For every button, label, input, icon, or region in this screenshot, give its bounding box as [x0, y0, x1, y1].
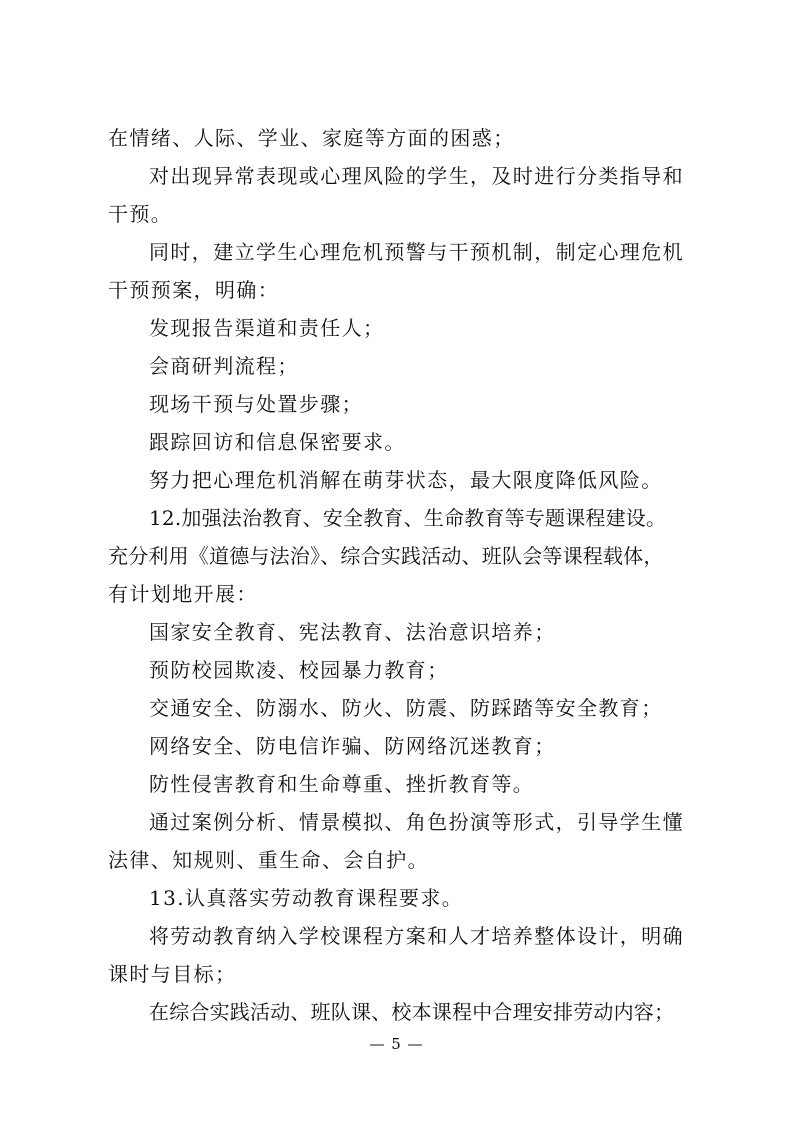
text-line: 干预。 — [108, 202, 173, 226]
text-line: 在情绪、人际、学业、家庭等方面的困惑； — [108, 126, 515, 150]
text-line: 国家安全教育、宪法教育、法治意识培养； — [149, 620, 556, 644]
text-line: 有计划地开展： — [108, 582, 258, 606]
text-line: 防性侵害教育和生命尊重、挫折教育等。 — [149, 772, 535, 796]
text-line: 现场干预与处置步骤； — [149, 392, 363, 416]
page-number: — 5 — — [369, 1035, 424, 1053]
text-line: 发现报告渠道和责任人； — [149, 316, 385, 340]
text-line: 网络安全、防电信诈骗、防网络沉迷教育； — [149, 734, 556, 758]
section-heading: 13.认真落实劳动教育课程要求。 — [149, 886, 464, 910]
text-line: 跟踪回访和信息保密要求。 — [149, 430, 406, 454]
text-line: 干预预案，明确： — [108, 278, 280, 302]
text-line: 对出现异常表现或心理风险的学生，及时进行分类指导和 — [149, 164, 684, 188]
text-line: 预防校园欺凌、校园暴力教育； — [149, 658, 449, 682]
text-line: 交通安全、防溺水、防火、防震、防踩踏等安全教育； — [149, 696, 663, 720]
text-line: 在综合实践活动、班队课、校本课程中合理安排劳动内容； — [149, 1000, 675, 1024]
text-line: 将劳动教育纳入学校课程方案和人才培养整体设计，明确 — [149, 924, 684, 948]
text-line: 通过案例分析、情景模拟、角色扮演等形式，引导学生懂 — [149, 810, 684, 834]
text-line: 同时，建立学生心理危机预警与干预机制，制定心理危机 — [149, 240, 684, 264]
section-heading: 12.加强法治教育、安全教育、生命教育等专题课程建设。 — [149, 506, 667, 530]
text-line: 法律、知规则、重生命、会自护。 — [108, 848, 429, 872]
text-line: 充分利用《道德与法治》、综合实践活动、班队会等课程载体， — [108, 544, 664, 568]
text-line: 会商研判流程； — [149, 354, 299, 378]
text-line: 课时与目标； — [108, 962, 237, 986]
text-line: 努力把心理危机消解在萌芽状态，最大限度降低风险。 — [149, 468, 663, 492]
